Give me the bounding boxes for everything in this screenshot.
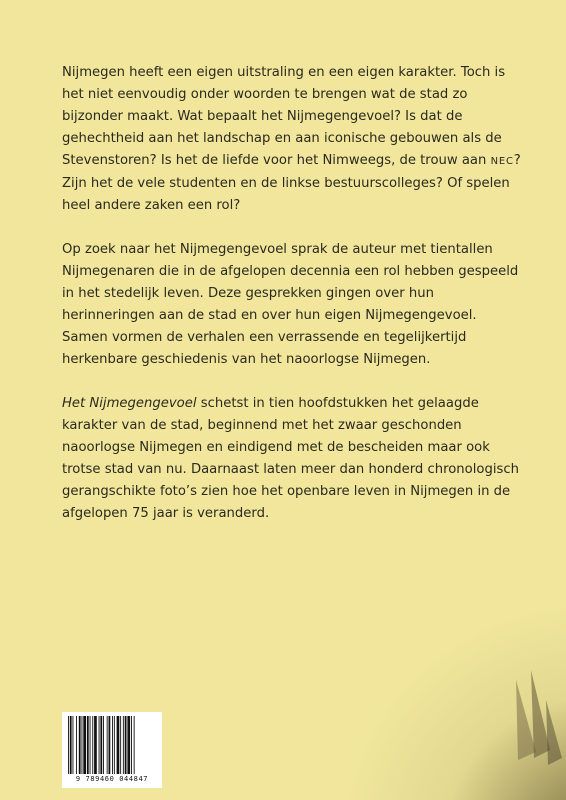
- nec-smallcaps: NEC: [490, 156, 514, 167]
- isbn-number: 9 789460 044847: [75, 775, 149, 783]
- blurb-paragraph-1: [62, 62, 522, 217]
- barcode-bars: [68, 716, 156, 774]
- barcode: [62, 712, 162, 788]
- book-title-italic: Het Nijmegengevoel: [62, 396, 197, 411]
- corner-shadow-decoration: [476, 640, 566, 800]
- paragraph-3-text: schetst in tien hoofdstukken het gelaagde karakter van de stad, beginnend met het zwaar geschonden naoorlogse Nijmegen en eindigend met de bescheiden maar ook trotse stad van nu. Daarnaast laten meer dan honderd chronologisch gerangschikte foto’s zien hoe het openbare leven in Nijmegen in de afgelopen 75 jaar is veranderd.: [62, 396, 519, 521]
- blurb-text: [62, 62, 522, 547]
- paragraph-1-end: ? Zijn het de vele studenten en de linkse bestuurscolleges? Of spelen heel andere zaken een rol?: [62, 153, 521, 213]
- blurb-paragraph-2: Op zoek naar het Nijmegengevoel sprak de auteur met tientallen Nijmegenaren die in de afgelopen decennia een rol hebben gespeeld in het stedelijk leven. Deze gesprekken gingen over hun herinneringen aan de stad en over hun eigen Nijmegengevoel. Samen vormen de verhalen een verrassende en tegelijkertijd herkenbare geschiedenis van het naoorlogse Nijmegen.: [62, 242, 519, 367]
- blurb-paragraph-3: [62, 393, 522, 525]
- paragraph-1-start: Nijmegen heeft een eigen uitstraling en een eigen karakter. Toch is het niet eenvoudig onder woorden te brengen wat de stad zo bijzonder maakt. Wat bepaalt het Nijmegengevoel? Is dat de gehechtheid aan het landschap en aan iconische gebouwen als de Stevenstoren? Is het de liefde voor het Nimweegs, de trouw aan: [62, 65, 506, 168]
